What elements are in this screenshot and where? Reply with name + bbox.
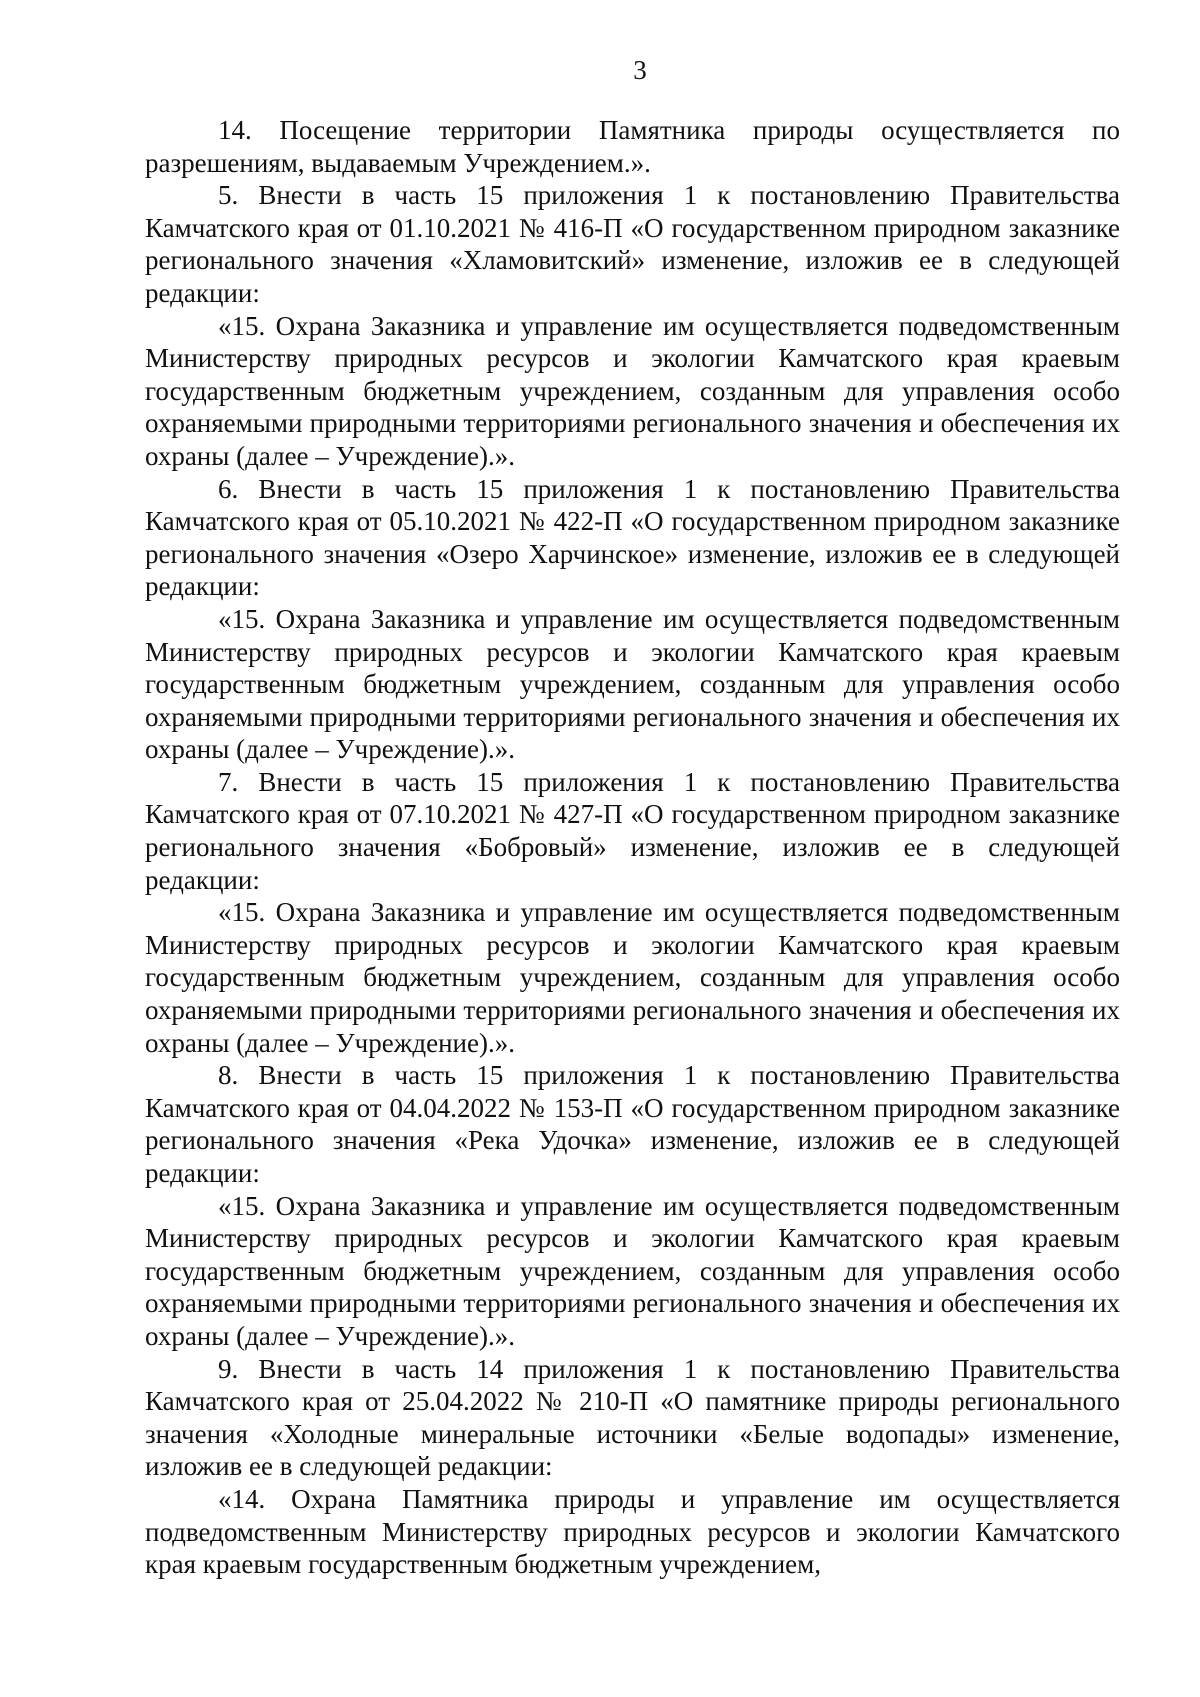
paragraph-item-7-quote: «15. Охрана Заказника и управление им осуществляется подведомственным Министерству природных ресурсов и экологии Камчатского края краевым государственным бюджетным учреждением, созданным для управления особо охраняемыми природными территориями регионального значения и обеспечения их охраны (далее – Учреждение).». [145, 897, 1120, 1058]
page-number: 3 [633, 55, 647, 85]
paragraph-item-6: 6. Внести в часть 15 приложения 1 к постановлению Правительства Камчатского края от 05.10.2021 № 422-П «О государственном природном заказнике регионального значения «Озеро Харчинское» изменение, изложив ее в следующей редакции: [145, 473, 1120, 602]
paragraph-item-9: 9. Внести в часть 14 приложения 1 к постановлению Правительства Камчатского края от 25.04.2022 № 210-П «О памятнике природы регионального значения «Холодные минеральные источники «Белые водопады» изменение, изложив ее в следующей редакции: [145, 1353, 1120, 1482]
paragraph-item-7: 7. Внести в часть 15 приложения 1 к постановлению Правительства Камчатского края от 07.10.2021 № 427-П «О государственном природном заказнике регионального значения «Бобровый» изменение, изложив ее в следующей редакции: [145, 766, 1120, 895]
paragraph-item-9-quote: «14. Охрана Памятника природы и управление им осуществляется подведомственным Министерству природных ресурсов и экологии Камчатского края краевым государственным бюджетным учреждением, [145, 1483, 1120, 1580]
paragraph-item-8: 8. Внести в часть 15 приложения 1 к постановлению Правительства Камчатского края от 04.04.2022 № 153-П «О государственном природном заказнике регионального значения «Река Удочка» изменение, изложив ее в следующей редакции: [145, 1060, 1120, 1188]
paragraph-item-6-quote: «15. Охрана Заказника и управление им осуществляется подведомственным Министерству природных ресурсов и экологии Камчатского края краевым государственным бюджетным учреждением, созданным для управления особо охраняемыми природными территориями регионального значения и обеспечения их охраны (далее – Учреждение).». [145, 603, 1120, 765]
paragraph-14-visit-permits: 14. Посещение территории Памятника природы осуществляется по разрешениям, выдаваемым Учреждением.». [145, 115, 1120, 178]
document-body [145, 114, 1120, 1581]
paragraph-item-8-quote: «15. Охрана Заказника и управление им осуществляется подведомственным Министерству природных ресурсов и экологии Камчатского края краевым государственным бюджетным учреждением, созданным для управления особо охраняемыми природными территориями регионального значения и обеспечения их охраны (далее – Учреждение).». [145, 1190, 1120, 1351]
paragraph-item-5-quote: «15. Охрана Заказника и управление им осуществляется подведомственным Министерству природных ресурсов и экологии Камчатского края краевым государственным бюджетным учреждением, созданным для управления особо охраняемыми природными территориями регионального значения и обеспечения их охраны (далее – Учреждение).». [145, 310, 1120, 471]
paragraph-item-5: 5. Внести в часть 15 приложения 1 к постановлению Правительства Камчатского края от 01.10.2021 № 416-П «О государственном природном заказнике регионального значения «Хламовитский» изменение, изложив ее в следующей редакции: [145, 180, 1120, 308]
